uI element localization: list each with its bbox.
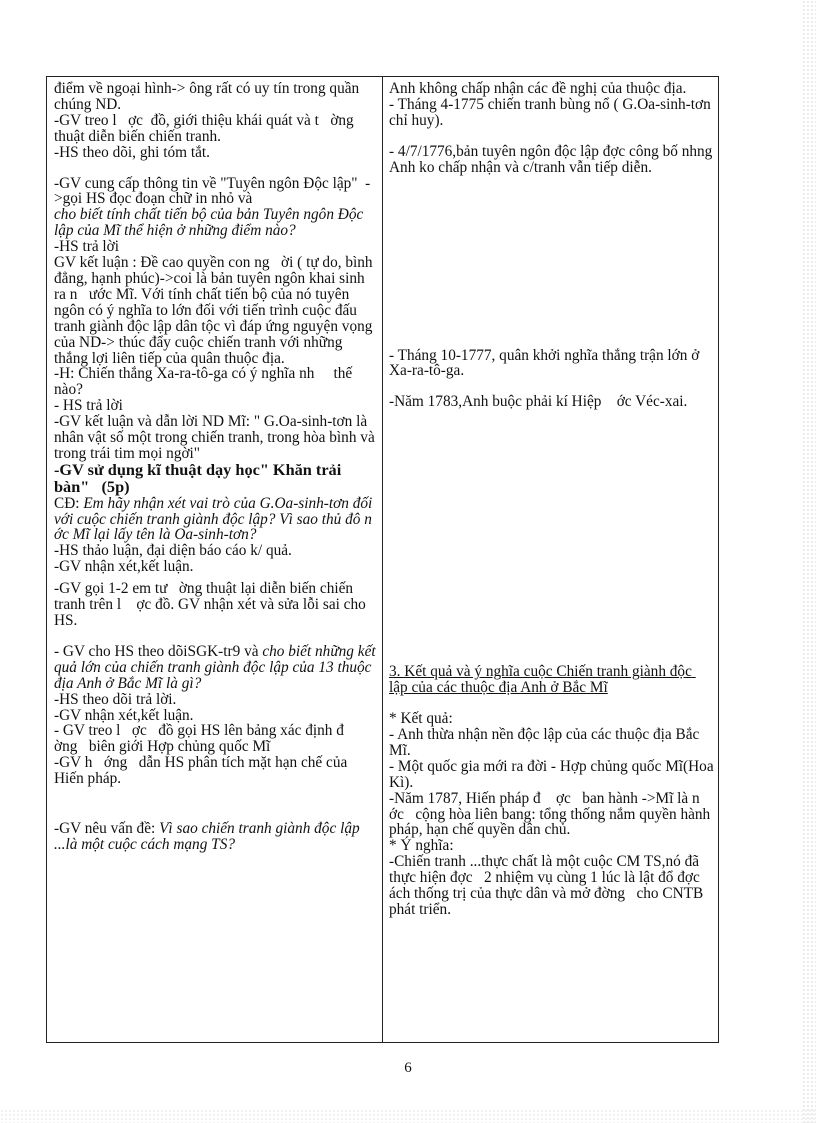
left-column-text: -GV nhận xét,kết luận. — [54, 706, 194, 724]
right-column-text: - Một quốc gia mới ra đời - Hợp chủng quốc Mĩ(Hoa Kì). — [389, 757, 718, 791]
right-column-text: -Chiến tranh ...thực chất là một cuộc CM TS,nó đã thực hiện đợc 2 nhiệm vụ cùng 1 lúc là lật đổ đợc ách thống trị của thực dân và mở đờng cho CNTB phát triển. — [389, 853, 712, 918]
left-column-line — [54, 459, 378, 496]
teacher-activity-column — [47, 77, 383, 1042]
left-column-line — [54, 821, 378, 853]
right-column-text: -Năm 1787, Hiến pháp đ ợc ban hành ->Mĩ là n ớc cộng hòa liên bang: tổng thống nắm quyền hành pháp, hạn chế quyền dân chủ. — [389, 789, 715, 839]
left-column-line — [54, 543, 378, 559]
left-column-line — [54, 176, 378, 208]
left-column-line — [54, 207, 378, 239]
left-column-text: GV kết luận : Đề cao quyền con ng ời ( tự do, bình đẳng, hạnh phúc)->coi là bản tuyên ngôn khai sinh ra n ước Mĩ. Với tính chất tiến bộ của nó tuyên ngôn có ý nghĩa to lớn đối với tiến trình cuộc đấu tranh giành độc lập dân tộc vì đáp ứng nguyện vọng của ND-> thúc đẩy cuộc chiến tranh với những thắng lợi liên tiếp của quân thuộc địa. — [54, 254, 377, 367]
right-column-line — [389, 348, 714, 380]
right-column-text: 3. Kết quả và ý nghĩa cuộc Chiến tranh giành độc lập của các thuộc địa Anh ở Bắc Mĩ — [389, 663, 696, 697]
left-column-line — [54, 398, 378, 414]
right-column-text: - 4/7/1776,bản tuyên ngôn độc lập đợc công bố nhng Anh ko chấp nhận và c/tranh vẫn tiếp diễn. — [389, 142, 720, 176]
left-column-text: -GV kết luận và dẫn lời ND Mĩ: " G.Oa-sinh-tơn là nhân vật số một trong chiến tranh, trong hòa bình và trong trái tim mọi ngời" — [54, 413, 379, 462]
left-column-line — [54, 81, 378, 113]
left-column-line — [54, 494, 384, 544]
left-column-text: -HS trả lời — [54, 238, 120, 256]
scan-noise-bottom — [0, 1109, 816, 1123]
left-column-line — [54, 692, 378, 708]
left-column-text: - HS trả lời — [54, 397, 123, 415]
left-column-text: -GV cung cấp thông tin về "Tuyên ngôn Độc lập" ->gọi HS đọc đoạn chữ in nhỏ và — [54, 174, 371, 208]
right-column-line — [389, 81, 714, 97]
right-column-text: * Kết quả: — [389, 710, 453, 728]
right-column-line — [389, 791, 714, 839]
left-column-text: -GV nhận xét,kết luận. — [54, 558, 194, 576]
right-column-text: Anh không chấp nhận các đề nghị của thuộc địa. — [389, 80, 687, 97]
content-column — [383, 77, 718, 1042]
right-column-line — [389, 664, 714, 696]
page-number: 6 — [404, 1060, 412, 1076]
left-column-text: -GV treo l ợc đồ, giới thiệu khái quát và t ờng thuật diễn biến chiến tranh. — [54, 111, 366, 145]
right-column-text: * Ý nghĩa: — [389, 837, 454, 855]
left-column-text: -H: Chiến thắng Xa-ra-tô-ga có ý nghĩa nh thế nào? — [54, 365, 357, 399]
right-column-line — [389, 711, 714, 727]
right-column-line — [389, 838, 714, 854]
right-column-line — [389, 142, 720, 176]
right-column-line — [389, 757, 718, 791]
left-column-text: - GV cho HS theo dõiSGK-tr9 và — [54, 642, 263, 660]
right-column-line — [389, 97, 714, 129]
left-column-italic-text: cho biết những kết quả lớn của chiến tranh giành độc lập của 13 thuộc địa Anh ở Bắc Mĩ là gì? — [54, 642, 380, 692]
scan-noise-right — [802, 0, 816, 1123]
right-column-text: - Anh thừa nhận nền độc lập của các thuộc địa Bắc Mĩ. — [389, 725, 704, 759]
right-column-line — [389, 854, 714, 918]
left-column-text: -GV h ớng dẫn HS phân tích mặt hạn chế của Hiến pháp. — [54, 754, 352, 788]
left-column-text: cho biết tính chất tiến bộ của bản Tuyên ngôn Độc lập của Mĩ thể hiện ở những điểm nào? — [54, 206, 368, 240]
left-column-line — [54, 581, 378, 629]
left-column-line — [54, 708, 378, 724]
left-column-text: -GV gọi 1-2 em tư ờng thuật lại diễn biến chiến tranh trên l ợc đồ. GV nhận xét và sửa lỗi sai cho HS. — [54, 580, 370, 629]
left-column-text: - GV treo l ợc đồ gọi HS lên bảng xác định đ ờng biên giới Hợp chủng quốc Mĩ — [54, 722, 356, 756]
left-column-line — [54, 239, 378, 255]
left-column-text: điểm về ngoại hình-> ông rất có uy tín trong quần chúng ND. — [54, 80, 363, 113]
left-column-line — [54, 723, 378, 755]
right-column-text: - Tháng 4-1775 chiến tranh bùng nổ ( G.Oa-sinh-tơn chỉ huy). — [389, 95, 715, 129]
left-column-text: -GV nêu vấn đề: — [54, 820, 160, 838]
left-column-line — [54, 755, 378, 787]
left-column-text: -HS theo dõi trả lời. — [54, 690, 177, 708]
left-column-italic-text: Vì sao chiến tranh giành độc lập ...là một cuộc cách mạng TS? — [54, 820, 364, 853]
left-column-line — [54, 113, 378, 145]
left-column-line — [54, 255, 378, 366]
right-column-line — [389, 727, 714, 759]
right-column-text: -Năm 1783,Anh buộc phải kí Hiệp ớc Véc-xai. — [389, 393, 688, 411]
right-column-line — [389, 394, 714, 410]
lesson-table — [46, 76, 719, 1043]
left-column-line — [54, 145, 378, 161]
left-column-line — [54, 414, 378, 462]
left-column-italic-text: Em hãy nhận xét vai trò của G.Oa-sinh-tơn đối với cuộc chiến tranh giành độc lập? Vì sao thủ đô n ớc Mĩ lại lấy tên là Oa-sinh-tơn? — [54, 494, 384, 544]
right-column-text: - Tháng 10-1777, quân khởi nghĩa thắng trận lớn ở Xa-ra-tô-ga. — [389, 346, 704, 380]
left-column-line — [54, 366, 378, 398]
left-column-text: -HS thảo luận, đại diện báo cáo k/ quả. — [54, 542, 292, 560]
left-column-text: -GV sử dụng kĩ thuật dạy học" Khăn trải bàn" (5p) — [54, 459, 346, 496]
left-column-line — [54, 559, 378, 575]
left-column-line — [54, 644, 378, 692]
left-column-text: -HS theo dõi, ghi tóm tắt. — [54, 143, 210, 161]
left-column-text: CĐ: — [54, 494, 84, 512]
